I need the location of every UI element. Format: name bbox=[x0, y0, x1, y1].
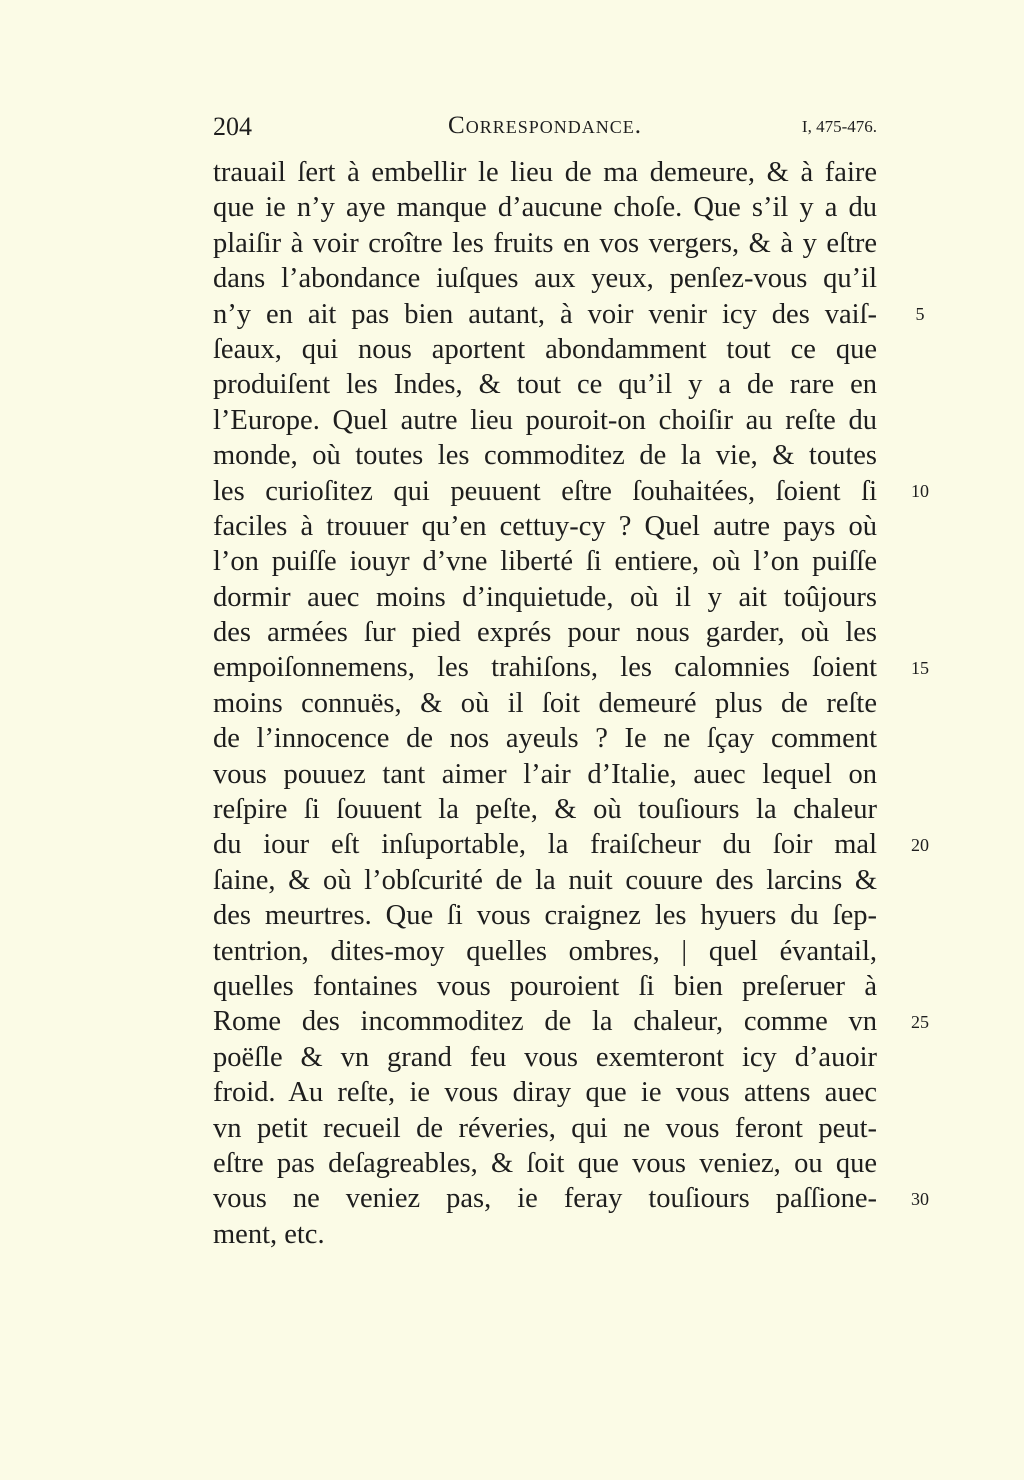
text-line: produiſent les Indes, & tout ce qu’il y a de rare en bbox=[213, 369, 877, 401]
text-line: vous ne veniez pas, ie feray touſiours paſſione- bbox=[213, 1183, 877, 1215]
text-line: poëſle & vn grand feu vous exemteront icy d’auoir bbox=[213, 1041, 877, 1073]
page-header bbox=[213, 108, 877, 148]
text-line: Rome des incommoditez de la chaleur, comme vn bbox=[213, 1006, 877, 1038]
margin-line-number: 10 bbox=[911, 480, 929, 501]
text-line: eſtre pas deſagreables, & ſoit que vous veniez, ou que bbox=[213, 1147, 877, 1179]
text-line: empoiſonnemens, les trahiſons, les calomnies ſoient bbox=[213, 652, 877, 684]
text-line: faciles à trouuer qu’en cettuy-cy ? Quel autre pays où bbox=[213, 510, 877, 542]
text-line: tentrion, dites-moy quelles ombres, | quel évantail, bbox=[213, 935, 877, 967]
margin-line-number: 25 bbox=[911, 1011, 929, 1032]
text-line: du iour eſt inſuportable, la fraiſcheur du ſoir mal bbox=[213, 829, 877, 861]
text-line: les curioſitez qui peuuent eſtre ſouhaitées, ſoient ſi bbox=[213, 475, 877, 507]
text-line: dans l’abondance iuſques aux yeux, penſez-vous qu’il bbox=[213, 263, 877, 295]
text-line: dormir auec moins d’inquietude, où il y ait toûjours bbox=[213, 581, 877, 613]
margin-line-number: 5 bbox=[915, 303, 925, 324]
text-line: moins connuës, & où il ſoit demeuré plus de reſte bbox=[213, 687, 877, 719]
margin-line-number: 30 bbox=[911, 1188, 929, 1209]
text-line: quelles fontaines vous pouroient ſi bien preſeruer à bbox=[213, 970, 877, 1002]
text-line: vous pouuez tant aimer l’air d’Italie, auec lequel on bbox=[213, 758, 877, 790]
page-number: 204 bbox=[213, 112, 252, 141]
text-line: monde, où toutes les commoditez de la vie, & toutes bbox=[213, 440, 877, 472]
folio-reference: I, 475-476. bbox=[801, 117, 877, 136]
margin-line-number: 20 bbox=[911, 834, 929, 855]
text-line: ſeaux, qui nous aportent abondamment tout ce que bbox=[213, 333, 877, 365]
text-line: des armées ſur pied exprés pour nous garder, où les bbox=[213, 617, 877, 649]
letter-body-text bbox=[213, 155, 877, 1252]
running-title: Correspondance. bbox=[448, 112, 642, 139]
text-line: de l’innocence de nos ayeuls ? Ie ne ſçay comment bbox=[213, 723, 877, 755]
text-line: l’on puiſſe iouyr d’vne liberté ſi entiere, où l’on puiſſe bbox=[213, 546, 877, 578]
text-line: vn petit recueil de réveries, qui ne vous feront peut- bbox=[213, 1112, 877, 1144]
text-line: des meurtres. Que ſi vous craignez les hyuers du ſep- bbox=[213, 900, 877, 932]
text-line: n’y en ait pas bien autant, à voir venir icy des vaiſ- bbox=[213, 298, 877, 330]
text-line: ſaine, & où l’obſcurité de la nuit couure des larcins & bbox=[213, 864, 877, 896]
text-line: reſpire ſi ſouuent la peſte, & où touſiours la chaleur bbox=[213, 794, 877, 826]
text-line: trauail ſert à embellir le lieu de ma demeure, & à faire bbox=[213, 157, 877, 188]
margin-line-number: 15 bbox=[911, 657, 929, 678]
text-line: froid. Au reſte, ie vous diray que ie vous attens auec bbox=[213, 1077, 877, 1109]
text-line: l’Europe. Quel autre lieu pouroit-on choiſir au reſte du bbox=[213, 404, 877, 436]
text-line: que ie n’y aye manque d’aucune choſe. Que s’il y a du bbox=[213, 192, 877, 224]
text-line: plaiſir à voir croître les fruits en vos vergers, & à y eſtre bbox=[213, 227, 877, 259]
text-line: ment, etc. bbox=[213, 1218, 325, 1250]
